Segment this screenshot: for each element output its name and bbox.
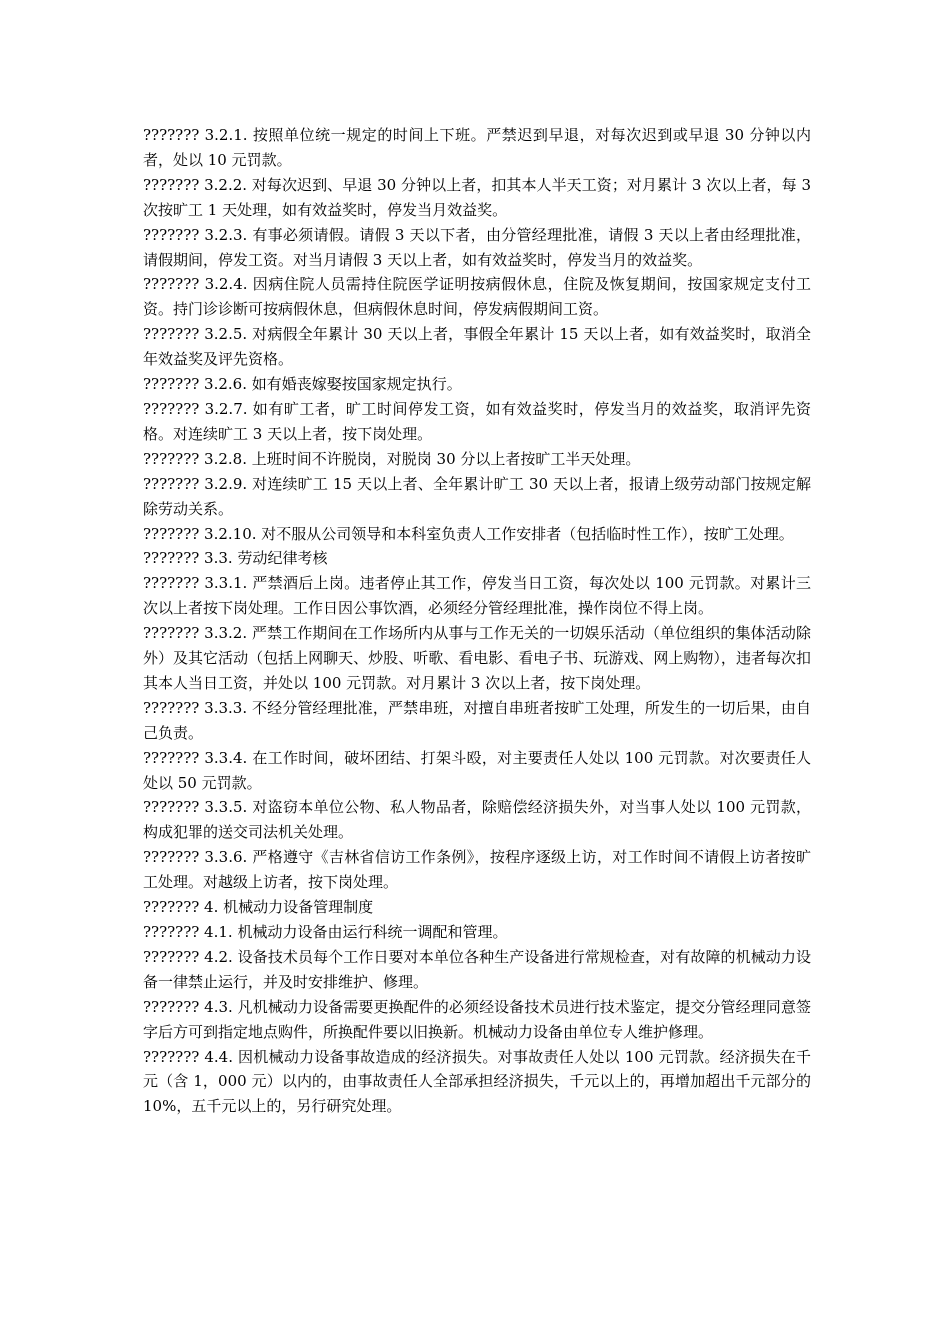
paragraph-3-2-8: ??????? 3.2.8. 上班时间不许脱岗，对脱岗 30 分以上者按旷工半天处理。 [143,449,641,468]
paragraph-3-2-2: ??????? 3.2.2. 对每次迟到、早退 30 分钟以上者，扣其本人半天工资；对月累计 3 次以上者，每 3 次按旷工 1 天处理，如有效益奖时，停发当月效益奖。 [143,175,811,219]
paragraph-3-3-6: ??????? 3.3.6. 严格遵守《吉林省信访工作条例》，按程序逐级上访，对工作时间不请假上访者按旷工处理。对越级上访者，按下岗处理。 [143,848,811,892]
paragraph-3-2-5: ??????? 3.2.5. 对病假全年累计 30 天以上者，事假全年累计 15 天以上者，如有效益奖时，取消全年效益奖及评先资格。 [143,325,811,369]
paragraph-3-3-4: ??????? 3.3.4. 在工作时间，破坏团结、打架斗殴，对主要责任人处以 100 元罚款。对次要责任人处以 50 元罚款。 [143,748,811,792]
paragraph-3-2-6: ??????? 3.2.6. 如有婚丧嫁娶按国家规定执行。 [143,375,462,394]
paragraph-3-3-1: ??????? 3.3.1. 严禁酒后上岗。违者停止其工作，停发当日工资，每次处以 100 元罚款。对累计三次以上者按下岗处理。工作日因公事饮酒，必须经分管经理批准，操作岗位不得上岗。 [143,574,811,618]
paragraph-4-3: ??????? 4.3. 凡机械动力设备需要更换配件的必须经设备技术员进行技术鉴定，提交分管经理同意签字后方可到指定地点购件，所换配件要以旧换新。机械动力设备由单位专人维护修理。 [143,997,811,1041]
paragraph-4-2: ??????? 4.2. 设备技术员每个工作日要对本单位各种生产设备进行常规检查，对有故障的机械动力设备一律禁止运行，并及时安排维护、修理。 [143,947,811,991]
paragraph-3-2-10: ??????? 3.2.10. 对不服从公司领导和本科室负责人工作安排者（包括临时性工作），按旷工处理。 [143,524,794,543]
paragraph-3-2-3: ??????? 3.2.3. 有事必须请假。请假 3 天以下者，由分管经理批准，请假 3 天以上者由经理批准，请假期间，停发工资。对当月请假 3 天以上者，如有效益奖时，停发当月的效益奖。 [143,225,811,269]
paragraph-3-3-3: ??????? 3.3.3. 不经分管经理批准，严禁串班，对擅自串班者按旷工处理，所发生的一切后果，由自己负责。 [143,698,811,742]
paragraph-3-2-7: ??????? 3.2.7. 如有旷工者，旷工时间停发工资，如有效益奖时，停发当月的效益奖，取消评先资格。对连续旷工 3 天以上者，按下岗处理。 [143,399,811,443]
paragraph-3-3-2: ??????? 3.3.2. 严禁工作期间在工作场所内从事与工作无关的一切娱乐活动（单位组织的集体活动除外）及其它活动（包括上网聊天、炒股、听歌、看电影、看电子书、玩游戏、网上购物），违者每次扣其本人当日工资，并处以 100 元罚款。对月累计 3 次以上者，按下岗处理。 [143,624,811,692]
paragraph-4-4: ??????? 4.4. 因机械动力设备事故造成的经济损失。对事故责任人处以 100 元罚款。经济损失在千元（含 1，000 元）以内的，由事故责任人全部承担经济损失，千元以上的，再增加超出千元部分的 10%，五千元以上的，另行研究处理。 [143,1047,811,1116]
paragraph-3-3-5: ??????? 3.3.5. 对盗窃本单位公物、私人物品者，除赔偿经济损失外，对当事人处以 100 元罚款，构成犯罪的送交司法机关处理。 [143,798,811,842]
paragraph-3-2-1: ??????? 3.2.1. 按照单位统一规定的时间上下班。严禁迟到早退，对每次迟到或早退 30 分钟以内者，处以 10 元罚款。 [143,126,811,169]
section-heading-4: ??????? 4. 机械动力设备管理制度 [143,898,374,917]
paragraph-4-1: ??????? 4.1. 机械动力设备由运行科统一调配和管理。 [143,923,508,941]
paragraph-3-2-9: ??????? 3.2.9. 对连续旷工 15 天以上者、全年累计旷工 30 天以上者，报请上级劳动部门按规定解除劳动关系。 [143,474,811,518]
paragraph-3-2-4: ??????? 3.2.4. 因病住院人员需持住院医学证明按病假休息，住院及恢复期间，按国家规定支付工资。持门诊诊断可按病假休息，但病假休息时间，停发病假期间工资。 [143,275,811,319]
document-body [143,123,811,1119]
section-heading-3-3: ??????? 3.3. 劳动纪律考核 [143,549,328,568]
